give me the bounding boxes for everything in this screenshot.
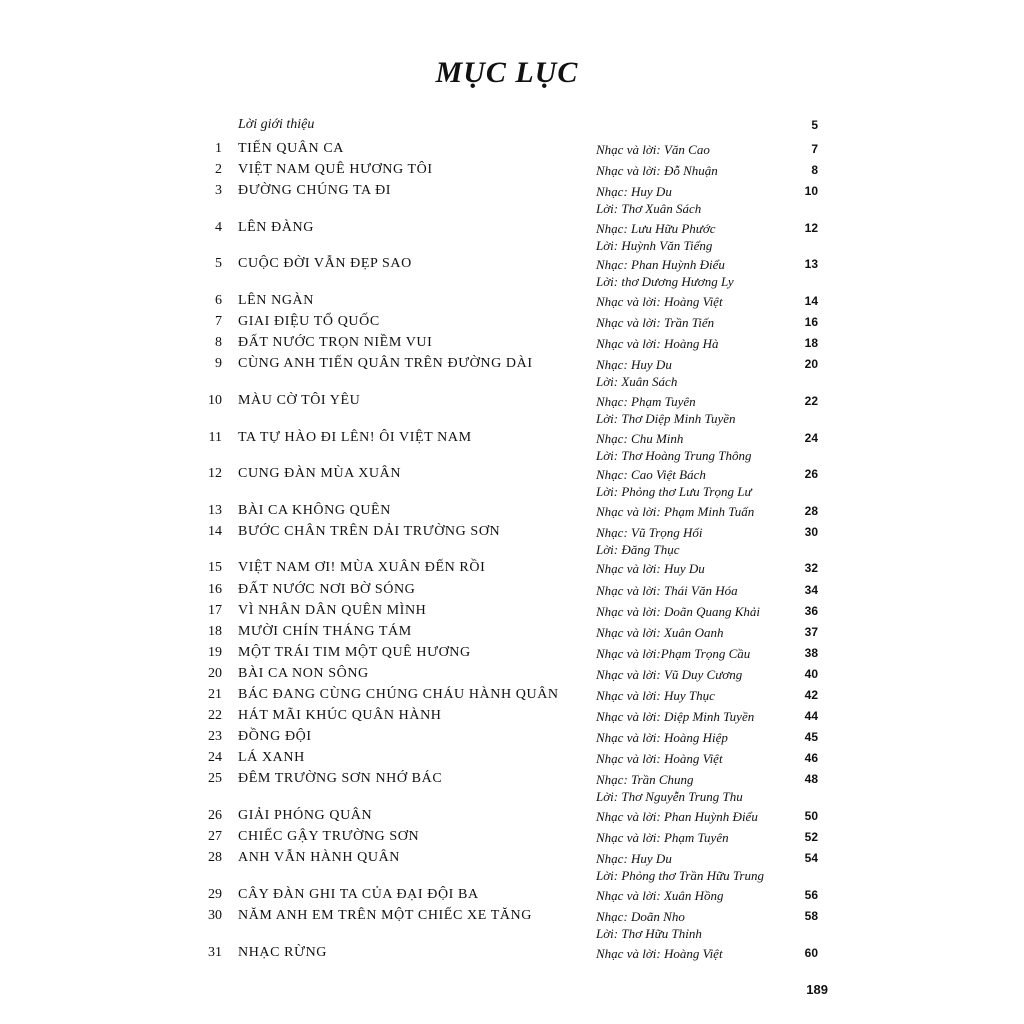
song-credits xyxy=(596,430,751,464)
credit-line: Nhạc và lời: Phan Huỳnh Điểu xyxy=(596,809,758,824)
entry-number: 24 xyxy=(208,750,222,766)
page-title: MỤC LỤC xyxy=(435,56,579,89)
credit-line: Lời: Thơ Hữu Thỉnh xyxy=(596,925,702,941)
footer-page-number: 189 xyxy=(806,982,828,997)
entry-number: 16 xyxy=(208,581,222,597)
song-credits xyxy=(596,466,752,500)
credit-line: Nhạc và lời: Phạm Tuyên xyxy=(596,830,729,846)
credit-line: Nhạc và lời: Văn Cao xyxy=(596,142,710,157)
credit-line: Nhạc: Phạm Tuyên xyxy=(596,393,696,409)
song-title: CÂY ĐÀN GHI TA CỦA ĐẠI ĐỘI BA xyxy=(238,886,479,902)
song-credits xyxy=(596,729,728,746)
song-title: BÁC ĐANG CÙNG CHÚNG CHÁU HÀNH QUÂN xyxy=(238,687,559,702)
song-title: NĂM ANH EM TRÊN MỘT CHIẾC XE TĂNG xyxy=(238,907,532,923)
entry-page-number: 13 xyxy=(804,257,818,272)
entry-number: 7 xyxy=(215,314,222,330)
credit-line: Nhạc: Lưu Hữu Phước xyxy=(596,220,716,236)
song-title: MỘT TRÁI TIM MỘT QUÊ HƯƠNG xyxy=(238,644,471,660)
song-credits xyxy=(596,335,718,352)
song-credits xyxy=(596,293,723,310)
credit-line: Nhạc: Huy Du xyxy=(596,357,672,373)
song-title: LÊN ĐÀNG xyxy=(238,219,314,235)
entry-page-number: 26 xyxy=(804,467,818,482)
song-title: VIỆT NAM ƠI! MÙA XUÂN ĐẾN RỒI xyxy=(238,560,486,576)
song-credits xyxy=(596,256,734,290)
song-credits xyxy=(596,645,750,662)
credit-line: Nhạc và lời:Phạm Trọng Cầu xyxy=(596,645,751,661)
credit-line: Nhạc và lời: Trần Tiến xyxy=(596,315,715,331)
entry-number: 11 xyxy=(208,429,222,445)
entry-page-number: 14 xyxy=(804,294,818,308)
entry-page-number: 28 xyxy=(804,503,818,518)
credit-line: Nhạc và lời: Huy Du xyxy=(596,561,705,577)
credit-line: Nhạc và lời: Hoàng Hà xyxy=(596,336,719,352)
song-credits xyxy=(596,560,705,577)
credit-line: Nhạc và lời: Doãn Quang Khải xyxy=(596,603,761,619)
song-title: VÌ NHÂN DÂN QUÊN MÌNH xyxy=(238,602,427,618)
credit-line: Nhạc: Vũ Trọng Hối xyxy=(596,524,703,540)
song-credits xyxy=(596,624,724,641)
song-title: HÁT MÃI KHÚC QUÂN HÀNH xyxy=(238,708,442,724)
credit-line: Lời: thơ Dương Hương Ly xyxy=(596,274,734,290)
credit-line: Nhạc: Phan Huỳnh Điểu xyxy=(596,257,725,273)
entry-page-number: 7 xyxy=(811,142,818,156)
entry-page-number: 32 xyxy=(804,561,818,576)
song-credits xyxy=(596,582,738,599)
credit-line: Nhạc: Trần Chung xyxy=(596,772,694,788)
credit-line: Nhạc: Doãn Nho xyxy=(596,908,685,924)
entry-number: 2 xyxy=(215,162,222,178)
entry-page-number: 38 xyxy=(804,645,818,660)
entry-number: 3 xyxy=(215,183,222,199)
credit-line: Lời: Đăng Thục xyxy=(596,541,680,557)
song-title: MÀU CỜ TÔI YÊU xyxy=(238,392,361,408)
song-credits xyxy=(596,220,716,254)
entry-page-number: 22 xyxy=(804,393,818,408)
entry-number: 9 xyxy=(215,356,222,372)
entry-number: 21 xyxy=(208,687,222,702)
credit-line: Nhạc và lời: Vũ Duy Cương xyxy=(596,666,743,682)
credit-line: Nhạc và lời: Đỗ Nhuận xyxy=(596,163,718,179)
credit-line: Nhạc và lời: Thái Văn Hóa xyxy=(596,582,738,598)
song-title: MƯỜI CHÍN THÁNG TÁM xyxy=(238,623,412,639)
credit-line: Nhạc và lời: Diệp Minh Tuyền xyxy=(596,709,755,725)
song-title: ĐƯỜNG CHÚNG TA ĐI xyxy=(238,183,392,199)
song-title: TA TỰ HÀO ĐI LÊN! ÔI VIỆT NAM xyxy=(238,429,472,445)
entry-number: 12 xyxy=(208,466,222,482)
entry-number: 8 xyxy=(215,335,222,351)
credit-line: Nhạc và lời: Hoàng Việt xyxy=(596,294,723,309)
credit-line: Nhạc: Huy Du xyxy=(596,184,672,200)
song-credits xyxy=(596,945,723,962)
entry-page-number: 34 xyxy=(804,582,818,597)
song-title: BƯỚC CHÂN TRÊN DẢI TRƯỜNG SƠN xyxy=(238,523,501,539)
credit-line: Nhạc và lời: Hoàng Hiệp xyxy=(596,730,728,746)
entry-number: 4 xyxy=(215,219,222,235)
credit-line: Nhạc và lời: Hoàng Việt xyxy=(596,945,723,961)
song-credits xyxy=(596,750,723,767)
song-title: NHẠC RỪNG xyxy=(238,944,327,960)
credit-line: Lời: Phỏng thơ Lưu Trọng Lư xyxy=(596,484,752,500)
entry-number: 14 xyxy=(208,523,222,539)
entry-page-number: 20 xyxy=(804,357,818,372)
credit-line: Nhạc: Chu Minh xyxy=(596,430,684,446)
song-credits xyxy=(596,141,710,158)
entry-page-number: 60 xyxy=(804,945,818,960)
song-credits xyxy=(596,908,702,942)
entry-page-number: 56 xyxy=(804,887,818,902)
credit-line: Lời: Thơ Nguyễn Trung Thu xyxy=(596,789,743,805)
credit-line: Lời: Thơ Xuân Sách xyxy=(596,201,702,217)
song-title: BÀI CA KHÔNG QUÊN xyxy=(238,502,391,518)
song-title: CÙNG ANH TIẾN QUÂN TRÊN ĐƯỜNG DÀI xyxy=(238,356,533,372)
entry-page-number: 48 xyxy=(804,772,818,787)
song-title: LÁ XANH xyxy=(238,750,305,766)
credit-line: Nhạc và lời: Xuân Oanh xyxy=(596,624,724,640)
entry-page-number: 40 xyxy=(804,666,818,681)
entry-page-number: 12 xyxy=(804,220,818,235)
song-title: CUNG ĐÀN MÙA XUÂN xyxy=(238,466,402,482)
credit-line: Nhạc và lời: Phạm Minh Tuấn xyxy=(596,503,755,519)
entry-number: 17 xyxy=(208,602,222,618)
song-credits xyxy=(596,771,743,805)
entry-page-number: 24 xyxy=(804,430,818,445)
entry-page-number: 46 xyxy=(804,751,818,766)
entry-number: 10 xyxy=(208,392,222,408)
song-credits xyxy=(596,687,715,704)
credit-line: Nhạc: Huy Du xyxy=(596,851,672,867)
song-title: ĐÊM TRƯỜNG SƠN NHỚ BÁC xyxy=(238,771,443,787)
entry-page-number: 18 xyxy=(804,336,818,351)
song-credits xyxy=(596,850,764,884)
song-credits xyxy=(596,393,736,427)
song-title: TIẾN QUÂN CA xyxy=(238,141,344,156)
entry-number: 18 xyxy=(208,623,222,639)
entry-number: 5 xyxy=(215,256,222,272)
entry-number: 22 xyxy=(208,708,222,724)
entry-number: 25 xyxy=(208,771,222,787)
credit-line: Lời: Thơ Diệp Minh Tuyền xyxy=(596,410,736,426)
song-credits xyxy=(596,503,754,520)
entry-page-number: 54 xyxy=(804,851,818,866)
entry-page-number: 16 xyxy=(804,315,818,330)
song-title: BÀI CA NON SÔNG xyxy=(238,665,369,681)
credit-line: Lời: Xuân Sách xyxy=(596,374,678,390)
song-title: ĐẤT NƯỚC NƠI BỜ SÓNG xyxy=(238,581,416,597)
entry-page-number: 42 xyxy=(804,688,818,702)
entry-number: 23 xyxy=(208,729,222,745)
song-title: LÊN NGÀN xyxy=(238,293,314,308)
song-title: GIẢI PHÓNG QUÂN xyxy=(238,808,373,823)
entry-number: 15 xyxy=(208,560,222,576)
entry-page-number: 58 xyxy=(804,908,818,923)
entry-number: 13 xyxy=(208,502,222,518)
entry-page-number: 45 xyxy=(804,730,818,745)
entry-page-number: 50 xyxy=(804,809,818,823)
entry-number: 28 xyxy=(208,850,222,866)
entry-number: 31 xyxy=(208,944,222,960)
entry-page-number: 44 xyxy=(804,709,818,724)
entry-number: 26 xyxy=(208,808,222,823)
entry-page-number: 36 xyxy=(804,603,818,618)
song-credits xyxy=(596,808,758,825)
entry-number: 27 xyxy=(208,829,222,845)
song-credits xyxy=(596,183,701,217)
entry-page-number: 8 xyxy=(811,163,818,178)
song-credits xyxy=(596,708,754,725)
song-credits xyxy=(596,162,718,179)
song-credits xyxy=(596,887,724,904)
song-title: CUỘC ĐỜI VẪN ĐẸP SAO xyxy=(238,256,412,272)
entry-number: 19 xyxy=(208,644,222,660)
credit-line: Lời: Huỳnh Văn Tiểng xyxy=(596,237,713,253)
entry-number: 29 xyxy=(208,886,222,902)
entry-number: 6 xyxy=(215,293,222,308)
song-credits xyxy=(596,666,742,683)
song-title: GIAI ĐIỆU TỔ QUỐC xyxy=(238,314,380,330)
entry-page-number: 52 xyxy=(804,830,818,845)
song-title: ANH VẪN HÀNH QUÂN xyxy=(238,850,400,866)
entry-page-number: 37 xyxy=(804,624,818,639)
song-title: ĐỒNG ĐỘI xyxy=(238,729,312,745)
credit-line: Nhạc và lời: Huy Thục xyxy=(596,688,715,703)
intro-label: Lời giới thiệu xyxy=(238,117,315,132)
entry-number: 1 xyxy=(215,141,222,156)
song-credits xyxy=(596,603,760,620)
song-credits xyxy=(596,829,729,846)
song-title: ĐẤT NƯỚC TRỌN NIỀM VUI xyxy=(238,335,433,351)
credit-line: Lời: Phỏng thơ Trần Hữu Trung xyxy=(596,868,764,884)
song-title: VIỆT NAM QUÊ HƯƠNG TÔI xyxy=(238,162,433,178)
credit-line: Nhạc và lời: Xuân Hồng xyxy=(596,887,724,903)
credit-line: Nhạc: Cao Việt Bách xyxy=(596,467,706,483)
song-credits xyxy=(596,314,714,331)
entry-page-number: 10 xyxy=(804,184,818,199)
entry-number: 20 xyxy=(208,665,222,681)
song-title: CHIẾC GẬY TRƯỜNG SƠN xyxy=(238,829,420,845)
song-credits xyxy=(596,356,677,390)
credit-line: Lời: Thơ Hoàng Trung Thông xyxy=(596,447,752,463)
entry-number: 30 xyxy=(208,907,222,923)
intro-page-number: 5 xyxy=(811,118,818,132)
song-credits xyxy=(596,524,703,558)
entry-page-number: 30 xyxy=(804,524,818,539)
credit-line: Nhạc và lời: Hoàng Việt xyxy=(596,751,723,767)
